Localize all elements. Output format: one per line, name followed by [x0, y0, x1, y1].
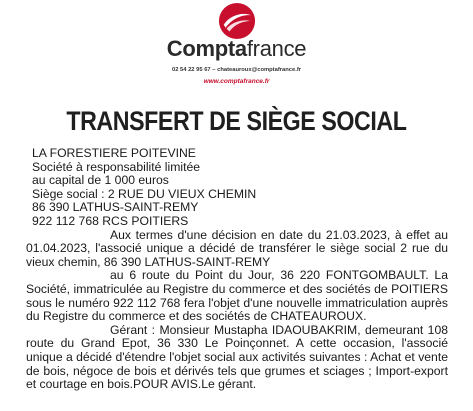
brand-name-bold: Compta: [166, 36, 247, 61]
header-logo: [0, 0, 473, 100]
notice-title: TRANSFERT DE SIÈGE SOCIAL: [66, 106, 407, 136]
company-capital: au capital de 1 000 euros: [32, 173, 169, 188]
paragraph-manager: Gérant : Monsieur Mustapha IDAOUBAKRIM, demeurant 108 route du Grand Epot, 36 330 Le Poinçonnet. A cette occasion, l'associé unique a décidé d'étendre l'objet social aux activités suivantes : Achat et vente de bois, négoce de bois et dérivés tels que grumes et sciages ; Import-export et courtage en bois.POUR AVIS.Le gérant.: [26, 322, 449, 392]
company-rcs: 922 112 768 RCS POITIERS: [32, 213, 189, 228]
website-link[interactable]: www.comptafrance.fr: [203, 78, 270, 85]
brand-name: [0, 36, 473, 62]
company-name: LA FORESTIERE POITEVINE: [32, 146, 196, 160]
brand-name-regular: france: [246, 36, 307, 61]
notice-body: [26, 147, 448, 392]
company-form: Société à responsabilité limitée: [32, 159, 201, 174]
comptafrance-logo-icon: [218, 2, 256, 40]
paragraph-decision: Aux termes d'une décision en date du 21.03.2023, à effet au 01.04.2023, l'associé unique a décidé de transférer le siège social 2 rue du vieux chemin, 86 390 LATHUS-SAINT-REMY: [26, 227, 448, 269]
company-city: 86 390 LATHUS-SAINT-REMY: [32, 200, 199, 215]
company-seat: Siège social : 2 RUE DU VIEUX CHEMIN: [32, 186, 257, 201]
contact-info: 02 54 22 95 67 – chateauroux@comptafrance.fr: [171, 67, 302, 73]
paragraph-new-address: au 6 route du Point du Jour, 36 220 FONTGOMBAULT. La Société, immatriculée au Registre du commerce et des sociétés de POITIERS sous le numéro 922 112 768 fera l'objet d'une nouvelle immatriculation auprès du Registre du commerce et des sociétés de CHATEAUROUX.: [26, 268, 448, 324]
